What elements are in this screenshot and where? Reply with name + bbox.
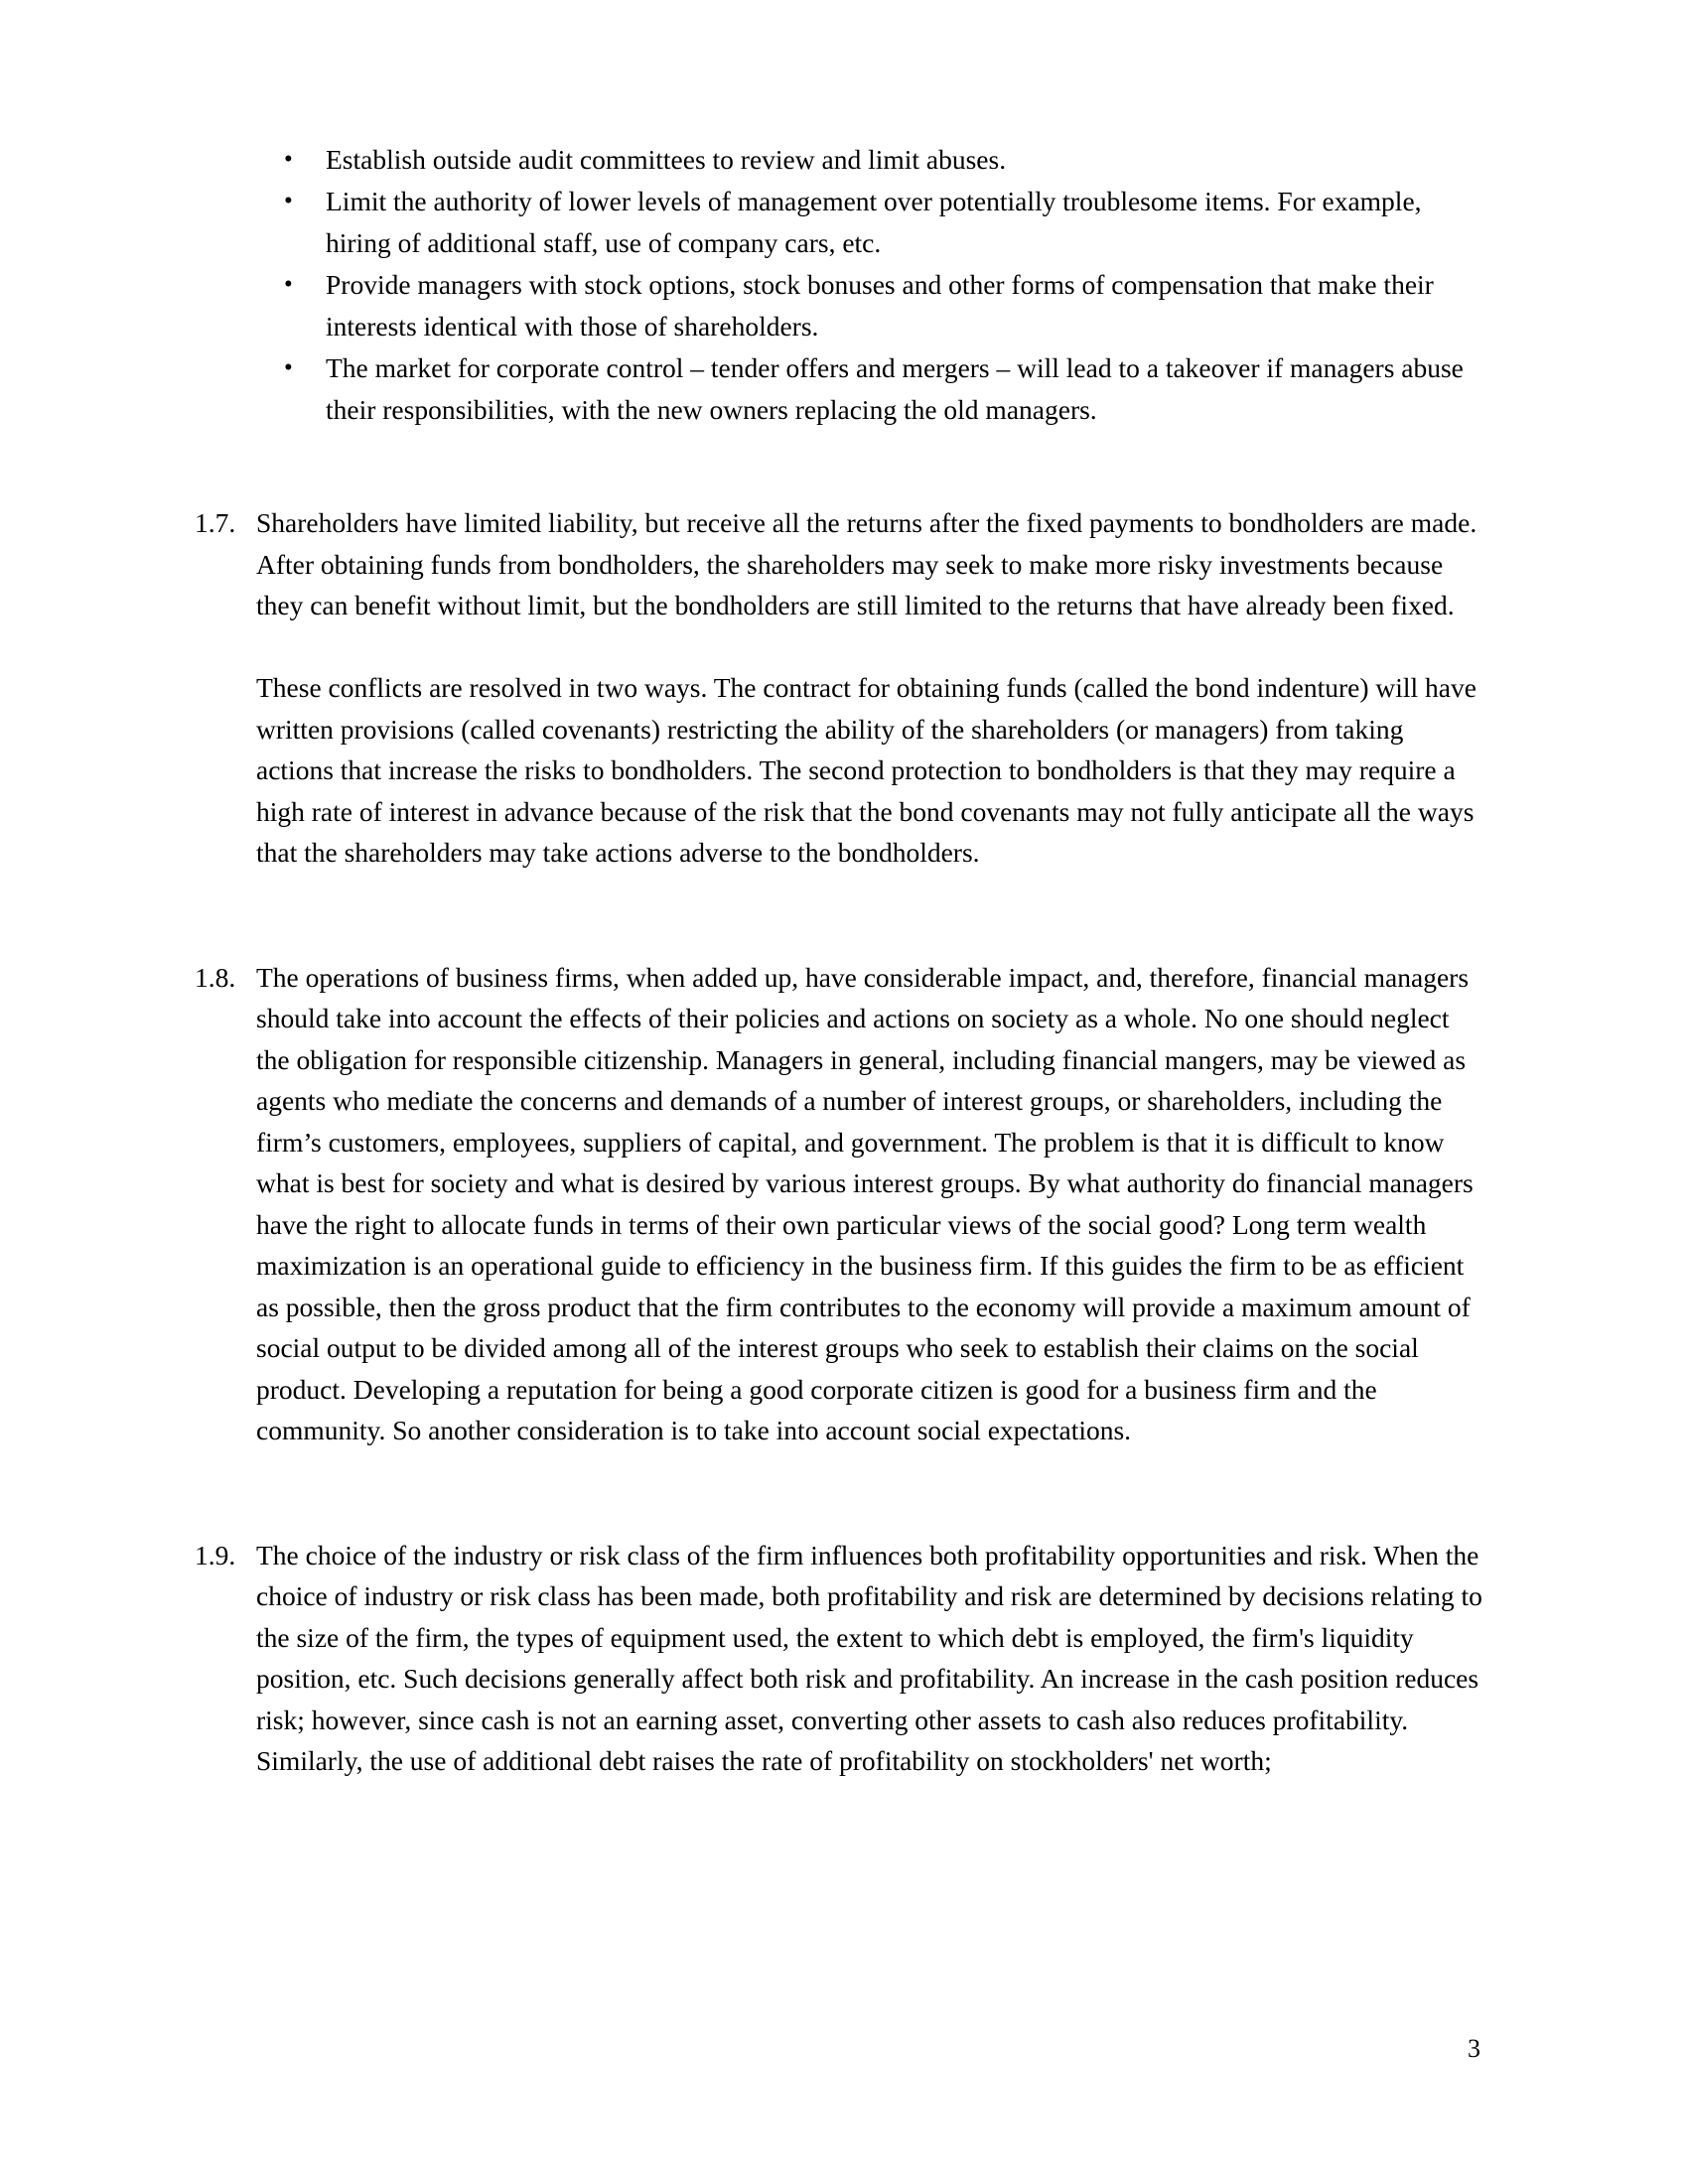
list-item	[284, 347, 1485, 431]
list-item-text: Establish outside audit committees to review and limit abuses.	[326, 144, 1007, 175]
section-1-9	[195, 1535, 1485, 1782]
paragraph: These conflicts are resolved in two ways. The contract for obtaining funds (called the bond indenture) will have written provisions (called covenants) restricting the ability of the shareholders (or managers) from taking actions that increase the risks to bondholders. The second protection to bondholders is that they may require a high rate of interest in advance because of the risk that the bond covenants may not fully anticipate all the ways that the shareholders may take actions adverse to the bondholders.	[256, 672, 1477, 868]
section-body	[256, 1535, 1485, 1782]
bullet-icon: •	[284, 271, 293, 298]
bullet-icon: •	[284, 188, 293, 214]
section-number: 1.7.	[195, 507, 236, 538]
section-number: 1.8.	[195, 961, 236, 993]
spacer	[195, 874, 1485, 957]
bullet-icon: •	[284, 354, 293, 381]
paragraph: The choice of the industry or risk class of the firm influences both profitability opportunities and risk. When the choice of industry or risk class has been made, both profitability and risk are determined by decisions relating to the size of the firm, the types of equipment used, the extent to which debt is employed, the firm's liquidity position, etc. Such decisions generally affect both risk and profitability. An increase in the cash position reduces risk; however, since cash is not an earning asset, converting other assets to cash also reduces profitability. Similarly, the use of additional debt raises the rate of profitability on stockholders' net worth;	[256, 1539, 1482, 1776]
spacer	[195, 431, 1485, 502]
list-item	[284, 264, 1485, 347]
page-content	[195, 139, 1485, 1782]
list-item	[284, 139, 1485, 181]
paragraph: The operations of business firms, when added up, have considerable impact, and, therefore, financial managers should take into account the effects of their policies and actions on society as a whole. No one should neglect the obligation for responsible citizenship. Managers in general, including financial mangers, may be viewed as agents who mediate the concerns and demands of a number of interest groups, or shareholders, including the firm’s customers, employees, suppliers of capital, and government. The problem is that it is difficult to know what is best for society and what is desired by various interest groups. By what authority do financial managers have the right to allocate funds in terms of their own particular views of the social good? Long term wealth maximization is an operational guide to efficiency in the business firm. If this guides the firm to be as efficient as possible, then the gross product that the firm contributes to the economy will provide a maximum amount of social output to be divided among all of the interest groups who seek to establish their claims on the social product. Developing a reputation for being a good corporate citizen is good for a business firm and the community. So another consideration is to take into account social expectations.	[256, 961, 1474, 1445]
section-body	[256, 957, 1485, 1451]
section-1-8	[195, 957, 1485, 1451]
bullet-list	[284, 139, 1485, 431]
list-item	[284, 181, 1485, 264]
list-item-text: The market for corporate control – tender offers and mergers – will lead to a takeover if managers abuse their responsibilities, with the new owners replacing the old managers.	[326, 352, 1464, 425]
paragraph: Shareholders have limited liability, but receive all the returns after the fixed payments to bondholders are made. After obtaining funds from bondholders, the shareholders may seek to make more risky investments because they can benefit without limit, but the bondholders are still limited to the returns that have already been fixed.	[256, 507, 1477, 620]
list-item-text: Provide managers with stock options, stock bonuses and other forms of compensation that make their interests identical with those of shareholders.	[326, 269, 1434, 341]
section-body	[256, 502, 1485, 874]
bullet-icon: •	[284, 146, 293, 173]
spacer	[195, 1451, 1485, 1535]
section-number: 1.9.	[195, 1539, 236, 1570]
page-number: 3	[1468, 2034, 1480, 2063]
section-1-7	[195, 502, 1485, 874]
list-item-text: Limit the authority of lower levels of management over potentially troublesome items. For example, hiring of additional staff, use of company cars, etc.	[326, 186, 1422, 258]
